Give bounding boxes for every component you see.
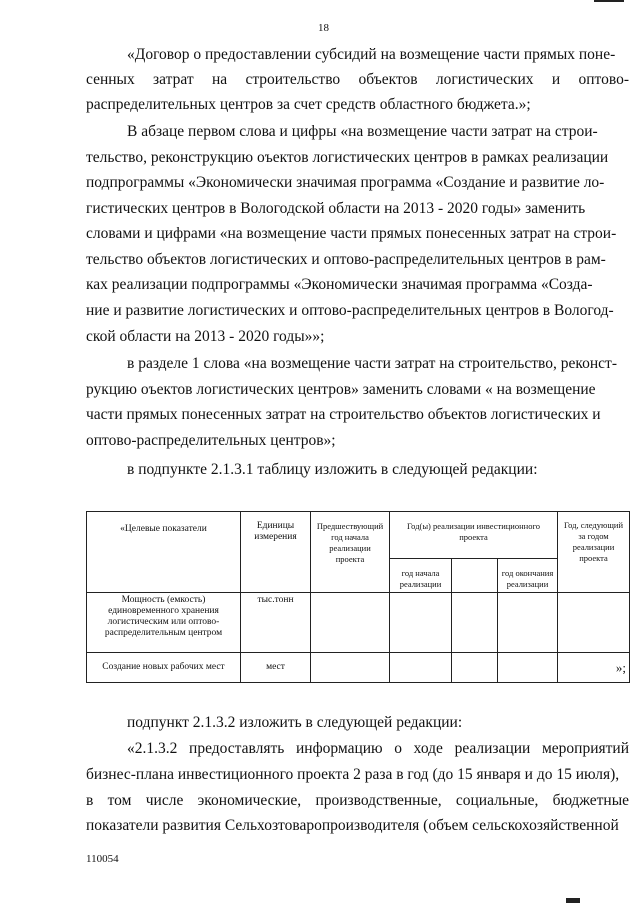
p3-line-4: оптово-распределительных центров»;: [86, 432, 336, 449]
header-units: Единицы измерения: [241, 512, 311, 593]
p6-line-3: в том числе экономические, производственные, социальные, бюджетные: [86, 792, 629, 809]
p2-line-2: тельство, реконструкцию оъектов логистических центров в рамках реализации: [86, 149, 609, 166]
header-end-year: год окончания реализации: [498, 559, 558, 593]
p2-line-5: словами и цифрами «на возмещение части прямых понесенных затрат на строи-: [86, 225, 617, 242]
row-cell: [498, 653, 558, 683]
row-cell: [311, 653, 390, 683]
row-cell: [558, 593, 630, 653]
row-cell: [311, 593, 390, 653]
p3-line-3: части прямых понесенных затрат на строительство объектов логистических и: [86, 406, 601, 423]
header-years-impl: Год(ы) реализации инвестиционного проекта: [390, 512, 558, 559]
indicators-table: [86, 511, 630, 683]
p1-line-1: «Договор о предоставлении субсидий на возмещение части прямых поне-: [127, 46, 616, 63]
p2-line-1: В абзаце первом слова и цифры «на возмещение части затрат на строи-: [127, 123, 598, 140]
p2-line-9: ской области на 2013 - 2020 годы»»;: [86, 328, 325, 345]
p2-line-6: тельство объектов логистических и оптово-распределительных центров в рам-: [86, 251, 606, 268]
row-cell: [452, 653, 498, 683]
row-unit: мест: [241, 653, 311, 683]
header-prev-year: Предшествующий год начала реализации проекта: [311, 512, 390, 593]
row-cell: [452, 593, 498, 653]
corner-mark: [594, 0, 624, 2]
p2-line-7: ках реализации подпрограммы «Экономически значимая программа «Созда-: [86, 276, 593, 293]
p2-line-8: ние и развитие логистических и оптово-распределительных центров в Вологод-: [86, 302, 614, 319]
row-cell: [390, 593, 452, 653]
p2-line-4: гистических центров в Вологодской области на 2013 - 2020 годы» заменить: [86, 200, 586, 217]
p2-line-3: подпрограммы «Экономически значимая программа «Создание и развитие ло-: [86, 174, 605, 191]
p6-line-4: показатели развития Сельхозтоваропроизводителя (объем сельскохозяйственной: [86, 817, 619, 834]
row-indicator: Мощность (емкость) единовременного хранения логистическим или оптово-распределительным центром: [87, 593, 241, 653]
header-mid-year: [452, 559, 498, 593]
p3-line-1: в разделе 1 слова «на возмещение части затрат на строительство, реконст-: [127, 355, 617, 372]
p3-line-2: рукцию оъектов логистических центров» заменить словами « на возмещение: [86, 381, 596, 398]
p6-line-1: «2.1.3.2 предоставлять информацию о ходе реализации мероприятий: [127, 740, 629, 757]
row-indicator: Создание новых рабочих мест: [87, 653, 241, 683]
row-unit: тыс.тонн: [241, 593, 311, 653]
p5-line: подпункт 2.1.3.2 изложить в следующей редакции:: [127, 714, 463, 731]
p1-line-2: сенных затрат на строительство объектов логистических и оптово-: [86, 71, 629, 88]
footer-code: 110054: [86, 853, 119, 865]
row-cell: [390, 653, 452, 683]
header-indicators: «Целевые показатели: [87, 512, 241, 593]
row-end-mark: »;: [558, 653, 630, 683]
p1-line-3: распределительных центров за счет средств областного бюджета.»;: [86, 96, 531, 113]
row-cell: [498, 593, 558, 653]
p6-line-2: бизнес-плана инвестиционного проекта 2 раза в год (до 15 января и до 15 июля),: [86, 766, 620, 783]
p4-line: в подпункте 2.1.3.1 таблицу изложить в следующей редакции:: [127, 461, 538, 478]
header-next-year: Год, следующий за годом реализации проекта: [558, 512, 630, 593]
corner-mark: [566, 898, 580, 903]
header-start-year: год начала реализации: [390, 559, 452, 593]
page-number: 18: [318, 22, 329, 34]
